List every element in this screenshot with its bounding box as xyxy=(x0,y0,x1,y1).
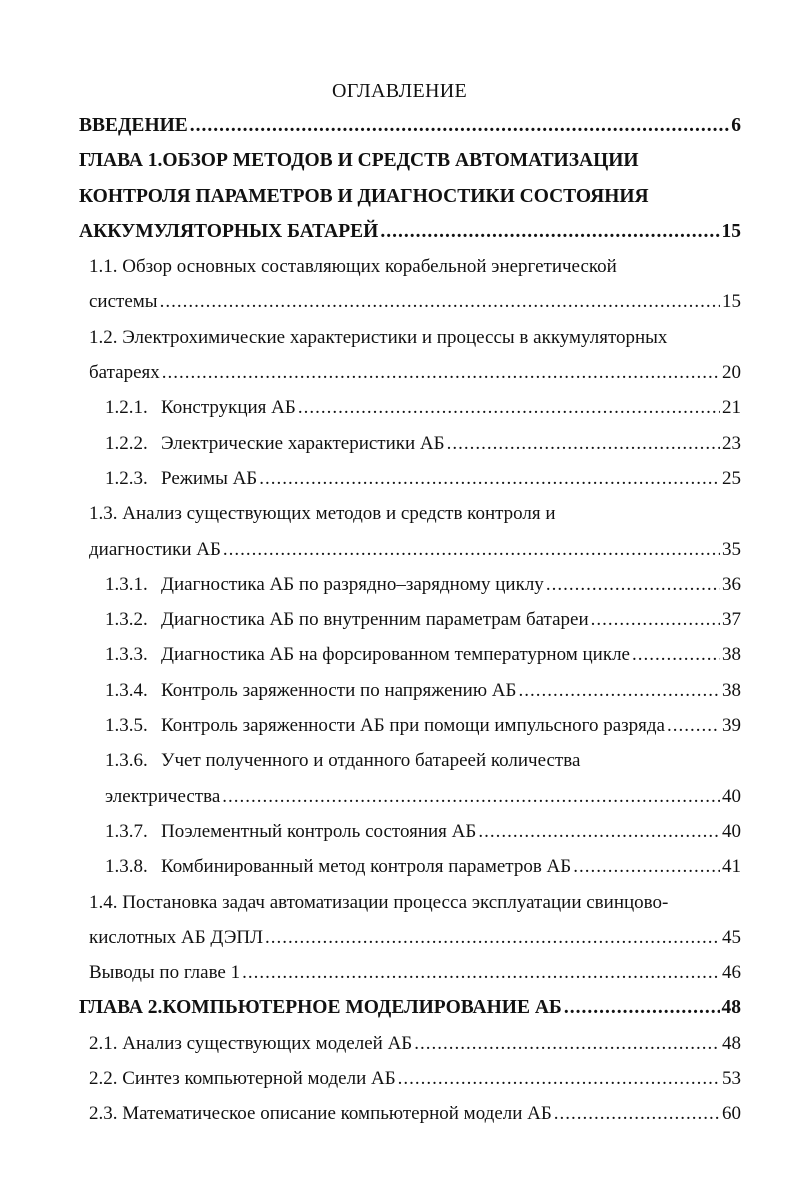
toc-entry-text: 1.4. Постановка задач автоматизации процесса эксплуатации свинцово- xyxy=(89,891,669,913)
toc-entry-text: Диагностика АБ по разрядно–зарядному циклу xyxy=(161,573,544,595)
dot-leader xyxy=(190,108,729,143)
dot-leader xyxy=(242,955,720,990)
toc-entry-text: батареях xyxy=(89,362,160,384)
dot-leader xyxy=(546,567,720,602)
dot-leader xyxy=(222,779,720,814)
toc-entry-text: системы xyxy=(89,291,158,313)
toc-entry-text: 1.1. Обзор основных составляющих корабельной энергетической xyxy=(89,256,617,278)
toc-entry-1-3-7[interactable] xyxy=(79,814,741,849)
dot-leader xyxy=(518,673,720,708)
toc-entry-text: 1.3. Анализ существующих методов и средств контроля и xyxy=(89,503,556,525)
toc-entry-text: Контроль заряженности по напряжению АБ xyxy=(161,679,517,701)
dot-leader xyxy=(564,990,720,1025)
toc-entry-text: ГЛАВА 1.ОБЗОР МЕТОДОВ И СРЕДСТВ АВТОМАТИЗАЦИИ xyxy=(79,150,639,172)
toc-entry-page: 41 xyxy=(722,856,741,878)
toc-entry-page: 35 xyxy=(722,538,741,560)
toc-entry-text: диагностики АБ xyxy=(89,538,221,560)
dot-leader xyxy=(667,708,720,743)
toc-entry-page: 38 xyxy=(722,679,741,701)
toc-entry-page: 36 xyxy=(722,573,741,595)
toc-entry-page: 46 xyxy=(722,962,741,984)
toc-entry-text: Диагностика АБ на форсированном температурном цикле xyxy=(161,644,630,666)
toc-entry-1-2-line-1[interactable] xyxy=(79,320,741,355)
toc-entry-text: Режимы АБ xyxy=(161,467,258,489)
toc-entry-text: Учет полученного и отданного батареей количества xyxy=(161,750,581,772)
dot-leader xyxy=(632,637,720,672)
toc-entry-chapter-1-line-3[interactable] xyxy=(79,214,741,249)
dot-leader xyxy=(573,849,720,884)
toc-entry-page: 20 xyxy=(722,362,741,384)
toc-entry-page: 37 xyxy=(722,609,741,631)
toc-entry-text: 2.1. Анализ существующих моделей АБ xyxy=(89,1032,413,1054)
dot-leader xyxy=(478,814,720,849)
dot-leader xyxy=(380,214,719,249)
toc-entry-text: ГЛАВА 2.КОМПЬЮТЕРНОЕ МОДЕЛИРОВАНИЕ АБ xyxy=(79,997,562,1019)
toc-entry-number: 1.2.2. xyxy=(105,432,148,454)
toc-entry-number: 1.2.1. xyxy=(105,397,148,419)
toc-entry-chapter-1-line-1[interactable] xyxy=(79,143,741,178)
toc-entry-1-2-line-2[interactable] xyxy=(79,355,741,390)
toc-title: ОГЛАВЛЕНИЕ xyxy=(332,80,467,102)
toc-entry-number: 1.3.8. xyxy=(105,856,148,878)
toc-entry-text: Конструкция АБ xyxy=(161,397,296,419)
toc-entry-number: 1.3.1. xyxy=(105,573,148,595)
toc-entry-page: 15 xyxy=(722,291,741,313)
toc-entry-page: 21 xyxy=(722,397,741,419)
toc-entry-1-1-line-2[interactable] xyxy=(79,284,741,319)
dot-leader xyxy=(259,461,720,496)
toc-entry-text: 2.3. Математическое описание компьютерной модели АБ xyxy=(89,1103,552,1125)
toc-entry-1-3-6-line-2[interactable] xyxy=(79,779,741,814)
toc-entry-text: 1.2. Электрохимические характеристики и процессы в аккумуляторных xyxy=(89,326,668,348)
toc-entry-1-3-line-2[interactable] xyxy=(79,532,741,567)
dot-leader xyxy=(591,602,720,637)
toc-entry-chapter-1-conclusions[interactable] xyxy=(79,955,741,990)
dot-leader xyxy=(414,1026,720,1061)
dot-leader xyxy=(160,284,720,319)
toc-entry-introduction[interactable] xyxy=(79,108,741,143)
toc-entry-1-4-line-1[interactable] xyxy=(79,885,741,920)
toc-entry-text: Диагностика АБ по внутренним параметрам батареи xyxy=(161,609,589,631)
toc-entry-text: 2.2. Синтез компьютерной модели АБ xyxy=(89,1068,396,1090)
toc-entry-number: 1.3.4. xyxy=(105,679,148,701)
toc-entry-1-3-3[interactable] xyxy=(79,637,741,672)
toc-entry-2-3[interactable] xyxy=(79,1096,741,1131)
dot-leader xyxy=(162,355,720,390)
toc-entry-page: 48 xyxy=(722,1032,741,1054)
toc-entry-text: кислотных АБ ДЭПЛ xyxy=(89,926,264,948)
toc-entry-1-2-3[interactable] xyxy=(79,461,741,496)
toc-entry-page: 53 xyxy=(722,1068,741,1090)
toc-entry-text: Выводы по главе 1 xyxy=(89,962,241,984)
toc-entry-1-2-1[interactable] xyxy=(79,390,741,425)
toc-entry-number: 1.3.3. xyxy=(105,644,148,666)
toc-entry-page: 6 xyxy=(731,115,741,136)
toc-entry-page: 40 xyxy=(722,820,741,842)
toc-entry-1-1-line-1[interactable] xyxy=(79,249,741,284)
toc-entry-number: 1.3.7. xyxy=(105,820,148,842)
toc-entry-number: 1.3.2. xyxy=(105,609,148,631)
toc-entry-1-2-2[interactable] xyxy=(79,426,741,461)
toc-entry-page: 23 xyxy=(722,432,741,454)
toc-entry-text: АККУМУЛЯТОРНЫХ БАТАРЕЙ xyxy=(79,220,379,242)
toc-entry-page: 40 xyxy=(722,785,741,807)
toc-entry-text: ВВЕДЕНИЕ xyxy=(79,115,188,136)
toc-entry-text: КОНТРОЛЯ ПАРАМЕТРОВ И ДИАГНОСТИКИ СОСТОЯНИЯ xyxy=(79,185,649,207)
dot-leader xyxy=(554,1096,720,1131)
toc-entry-number: 1.3.5. xyxy=(105,715,148,737)
toc-entry-1-4-line-2[interactable] xyxy=(79,920,741,955)
toc-entry-1-3-5[interactable] xyxy=(79,708,741,743)
toc-entry-1-3-6-line-1[interactable] xyxy=(79,743,741,778)
dot-leader xyxy=(298,390,720,425)
toc-entry-page: 39 xyxy=(722,715,741,737)
toc-entry-text: Комбинированный метод контроля параметров АБ xyxy=(161,856,572,878)
toc-entry-chapter-1-line-2[interactable] xyxy=(79,179,741,214)
toc-entry-1-3-8[interactable] xyxy=(79,849,741,884)
dot-leader xyxy=(398,1061,720,1096)
toc-entry-text: Контроль заряженности АБ при помощи импульсного разряда xyxy=(161,715,665,737)
toc-entry-page: 60 xyxy=(722,1103,741,1125)
toc-entry-chapter-2[interactable] xyxy=(79,990,741,1025)
toc-entry-1-3-1[interactable] xyxy=(79,567,741,602)
dot-leader xyxy=(265,920,720,955)
table-of-contents xyxy=(79,108,741,1132)
dot-leader xyxy=(223,532,720,567)
toc-entry-number: 1.3.6. xyxy=(105,750,148,772)
toc-entry-page: 15 xyxy=(721,220,741,242)
toc-entry-number: 1.2.3. xyxy=(105,467,148,489)
toc-entry-page: 25 xyxy=(722,467,741,489)
dot-leader xyxy=(447,426,720,461)
toc-entry-1-3-4[interactable] xyxy=(79,673,741,708)
toc-entry-2-2[interactable] xyxy=(79,1061,741,1096)
toc-entry-2-1[interactable] xyxy=(79,1026,741,1061)
toc-entry-page: 45 xyxy=(722,926,741,948)
toc-entry-text: электричества xyxy=(105,785,221,807)
toc-entry-text: Электрические характеристики АБ xyxy=(161,432,445,454)
toc-entry-1-3-2[interactable] xyxy=(79,602,741,637)
toc-entry-page: 38 xyxy=(722,644,741,666)
toc-entry-page: 48 xyxy=(721,997,741,1019)
toc-entry-text: Поэлементный контроль состояния АБ xyxy=(161,820,477,842)
toc-entry-1-3-line-1[interactable] xyxy=(79,496,741,531)
